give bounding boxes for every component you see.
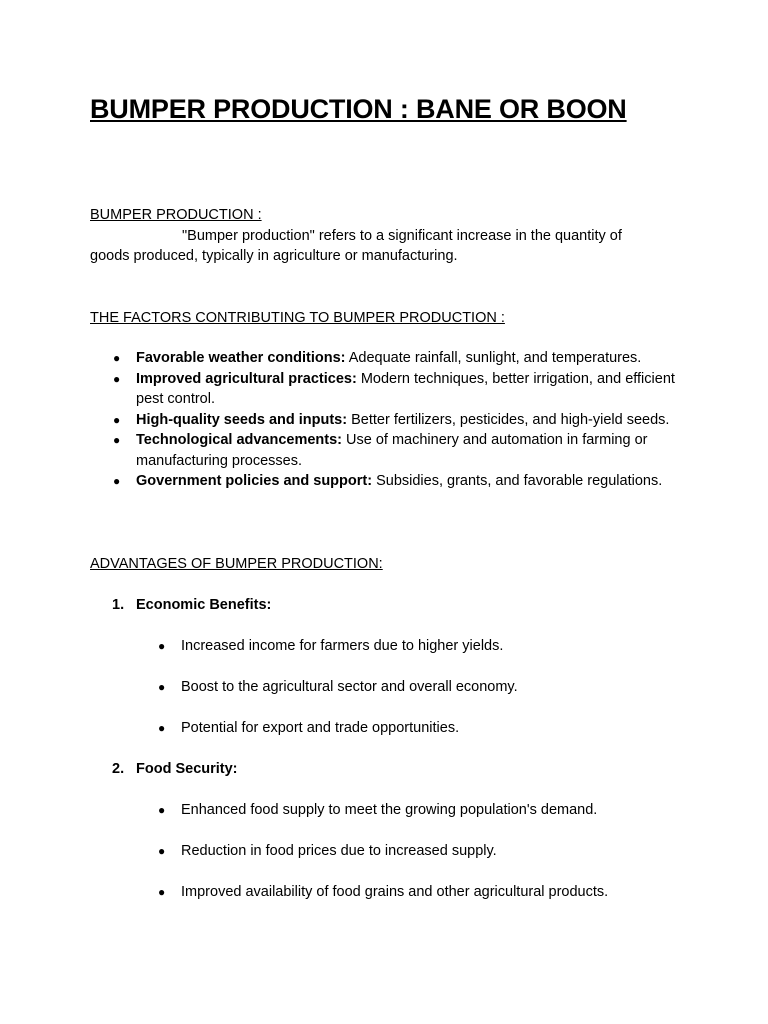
definition-line-2: goods produced, typically in agriculture or manufacturing. [90,248,458,264]
factors-heading: THE FACTORS CONTRIBUTING TO BUMPER PRODUCTION : [90,310,505,326]
factors-list [90,348,690,492]
factor-item [90,348,690,369]
bullet-icon: ● [113,412,121,427]
factor-term: Improved agricultural practices: [136,370,357,387]
advantage-section-title [112,759,238,779]
factor-item [90,410,690,431]
bullet-icon: ● [158,885,166,899]
factor-item [90,471,690,492]
advantage-point [158,841,497,861]
section-number: 1. [112,597,125,613]
factor-desc: Better fertilizers, pesticides, and high-yield seeds. [347,411,670,428]
bullet-icon: ● [113,351,121,365]
advantage-point [158,636,503,656]
advantage-point [158,677,518,697]
point-text: Boost to the agricultural sector and overall economy. [181,679,518,695]
factor-desc: Subsidies, grants, and favorable regulations. [372,473,663,489]
bullet-icon: ● [113,474,121,488]
section-title: Economic Benefits: [136,597,272,613]
factor-item [90,430,690,471]
bullet-icon: ● [158,803,166,817]
document-title: BUMPER PRODUCTION : BANE OR BOON [90,94,627,124]
factor-term: Government policies and support: [136,473,373,489]
factor-desc: Adequate rainfall, sunlight, and temperatures. [345,350,642,366]
advantage-point [158,800,597,820]
factor-term: Technological advancements: [136,432,343,448]
factor-item [90,369,690,410]
definition-heading: BUMPER PRODUCTION : [90,207,262,223]
section-title: Food Security: [136,761,238,777]
advantage-section-title [112,595,271,615]
bullet-icon: ● [158,844,166,858]
definition-line-1: "Bumper production" refers to a significant increase in the quantity of [182,228,622,244]
advantage-point [158,718,459,738]
point-text: Reduction in food prices due to increased supply. [181,843,497,859]
bullet-icon: ● [158,639,166,653]
factor-desc: Use of machinery and automation in farming or manufacturing processes. [136,432,648,469]
bullet-icon: ● [158,680,166,694]
point-text: Potential for export and trade opportunities. [181,720,460,736]
point-text: Increased income for farmers due to higher yields. [181,638,504,654]
section-number: 2. [112,761,125,777]
factor-term: Favorable weather conditions: [136,350,346,366]
bullet-icon: ● [158,721,166,735]
factor-term: High-quality seeds and inputs: [136,411,348,428]
definition-text [90,226,690,266]
point-text: Improved availability of food grains and other agricultural products. [181,884,609,900]
advantages-heading: ADVANTAGES OF BUMPER PRODUCTION: [90,556,383,572]
factor-desc: Modern techniques, better irrigation, and efficient pest control. [136,370,675,407]
bullet-icon: ● [113,433,121,447]
bullet-icon: ● [113,371,121,386]
point-text: Enhanced food supply to meet the growing population's demand. [181,802,598,818]
advantage-point [158,882,608,902]
